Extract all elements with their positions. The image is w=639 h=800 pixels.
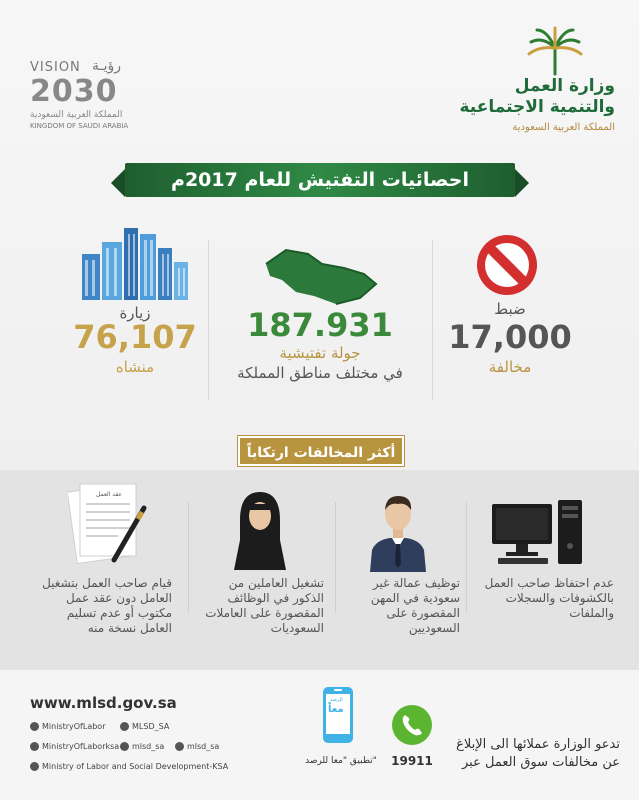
social-snapchat[interactable] [175,742,219,751]
app-label[interactable]: تطبيق "معا للرصد" [305,756,377,766]
ministry-name-line1: وزارة العمل [514,76,615,96]
social-googleplus-label: MinistryOfLaborksa [42,742,120,751]
violation-text-saudization: توظيف عمالة غير سعودية في المهن المقصورة على السعوديين [370,576,460,635]
violation-text-records: عدم احتفاظ صاحب العمل بالكشوفات والسجلات والملفات [484,576,614,620]
ministry-name-line2: والتنمية الاجتماعية [459,97,615,117]
visits-label-top: زيارة [119,304,151,322]
vision-arabic: رؤيـة [92,58,122,74]
facebook-icon [30,722,39,731]
tours-label-top: جولة تفتيشية [279,344,361,362]
social-facebook[interactable] [30,722,105,731]
social-instagram[interactable] [120,742,164,751]
footer-background [0,670,639,800]
social-linkedin-label: Ministry of Labor and Social Development-KSA [42,762,229,771]
app-phone-icon [322,686,354,744]
palm-logo-icon [525,26,585,76]
tours-value: 187.931 [247,306,393,344]
social-instagram-label: mlsd_sa [132,742,165,751]
violation-divider [188,502,189,612]
violation-text-contract: قيام صاحب العمل بتشغيل العامل دون عقد عمل مكتوب أو عدم تسليم العامل نسخة منه [42,576,172,635]
contract-label: عقد العمل [96,491,123,498]
saudi-map-icon [256,244,380,306]
phone-call-icon[interactable] [391,704,433,746]
woman-icon [232,490,288,572]
twitter-icon [120,722,129,731]
violation-divider [466,502,467,612]
buildings-icon [80,224,190,302]
violation-divider [335,502,336,612]
visits-value: 76,107 [73,318,197,356]
page-title: احصائيات التفتيش للعام 2017م [125,163,515,197]
computer-icon [488,494,588,568]
website-link[interactable]: www.mlsd.gov.sa [30,694,177,712]
vision-sub-ar: المملكة العربية السعودية [30,110,123,120]
instagram-icon [120,742,129,751]
social-linkedin[interactable] [30,762,228,771]
man-icon [366,488,430,572]
prohibited-icon [474,232,540,298]
social-twitter[interactable] [120,722,169,731]
tours-label-bottom: في مختلف مناطق المملكة [237,364,403,382]
ministry-logo [455,26,615,136]
linkedin-icon [30,762,39,771]
social-googleplus[interactable] [30,742,119,751]
stat-divider-right [432,240,433,400]
social-snapchat-label: mlsd_sa [187,742,220,751]
social-twitter-label: MLSD_SA [132,722,170,731]
most-violations-banner: أكثر المخالفات ارتكاباً [238,436,404,466]
social-facebook-label: MinistryOfLabor [42,722,106,731]
snapchat-icon [175,742,184,751]
vision-2030-logo [30,60,140,130]
violations-label-bottom: مخالفة [488,358,532,376]
violations-value: 17,000 [448,318,572,356]
vision-year: 2030 [30,74,118,109]
phone-number[interactable]: 19911 [391,754,433,768]
vision-sub-en: KINGDOM OF SAUDI ARABIA [30,122,129,130]
app-logo-small: للرصد [330,697,343,703]
violations-label-top: ضبط [494,300,526,318]
googleplus-icon [30,742,39,751]
visits-label-bottom: منشاه [115,358,155,376]
violation-text-women: تشغيل العاملين من الذكور في الوظائف المقصورة على العاملات السعوديات [205,576,324,635]
vision-word: VISION [30,60,81,75]
stat-divider-left [208,240,209,400]
ministry-country: المملكة العربية السعودية [512,122,615,133]
app-logo-text: معاً [328,704,344,715]
invite-line1: تدعو الوزارة عملائها الى الإبلاغ [456,737,620,752]
invite-line2: عن مخالفات سوق العمل عبر [462,755,620,770]
